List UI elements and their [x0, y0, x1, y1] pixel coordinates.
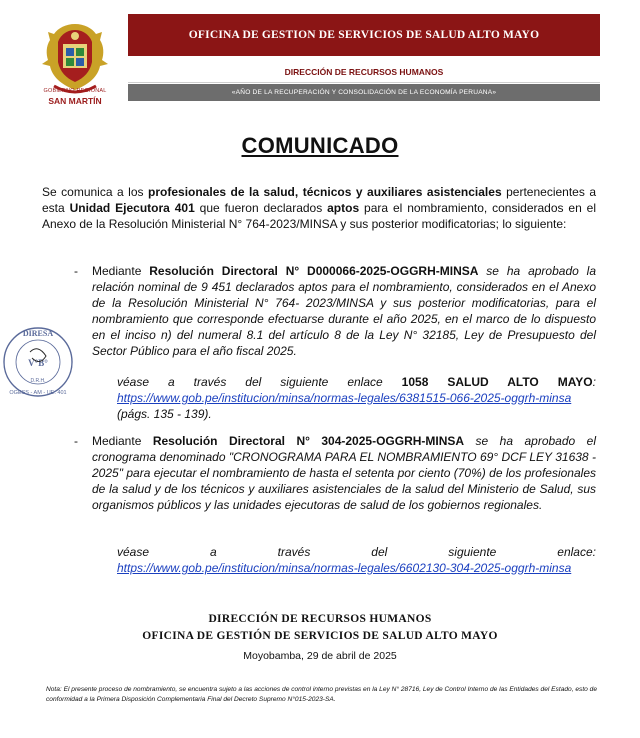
resolution-link[interactable]: https://www.gob.pe/institucion/minsa/normas-legales/6381515-066-2025-oggrh-minsa [117, 391, 572, 405]
resolution-number: Resolución Directoral N° 304-2025-OGGRH-MINSA [152, 434, 465, 448]
see-bold: 1058 SALUD ALTO MAYO [401, 375, 593, 389]
intro-text: Se comunica a los [42, 185, 149, 199]
reference-link-block [117, 544, 596, 576]
item-text: se ha aprobado el cronograma denominado "CRONOGRAMA PARA EL NOMBRAMIENTO 69° DCF LEY 31638 - 2025" para ejecutar el nombramiento de hasta el setenta por ciento (70%) de los profesionales de la salud y de los técnicos y auxiliares asistenciales de la salud del Ministerio de Salud, sus organismos públicos y las unidades ejecutoras de salud de los gobiernos regionales. [92, 434, 596, 512]
stamp-center-text: V°B° [28, 358, 48, 368]
reference-link-block [117, 374, 596, 422]
diresa-seal-stamp [0, 322, 76, 472]
item-lead: Mediante [92, 434, 153, 448]
intro-bold: Unidad Ejecutora 401 [69, 201, 195, 215]
stamp-bottom-text: OGESS - AM - UE. 401 [9, 390, 67, 396]
office-banner-text: OFICINA DE GESTION DE SERVICIOS DE SALUD ALTO MAYO [188, 29, 540, 41]
resolution-item [92, 263, 596, 359]
office-banner [128, 14, 600, 56]
signature-date: Moyobamba, 29 de abril de 2025 [243, 650, 397, 662]
intro-bold: profesionales de la salud, técnicos y auxiliares asistenciales [148, 185, 502, 199]
see-text: véase a través del siguiente enlace [117, 375, 402, 389]
logo-caption-region: SAN MARTÍN [48, 96, 102, 106]
resolution-link[interactable]: https://www.gob.pe/institucion/minsa/normas-legales/6602130-304-2025-oggrh-minsa [117, 561, 572, 575]
pages-note: (págs. 135 - 139). [117, 407, 212, 421]
intro-paragraph [42, 184, 596, 232]
legal-footnote: Nota: El presente proceso de nombramiento, se encuentra sujeto a las acciones de control interno previstas en la Ley N° 28716, Ley de Control Interno de las Entidades del Estado, esto de conformidad a la Primera Disposición Complementaria Final del Decreto Supremo N°015-2023-SA. [46, 686, 597, 703]
item-lead: Mediante [92, 264, 150, 278]
bullet-dash: - [74, 264, 78, 278]
stamp-small-text: D.R.H. [30, 378, 46, 384]
year-motto-bar: «AÑO DE LA RECUPERACIÓN Y CONSOLIDACIÓN DE LA ECONOMÍA PERUANA» [128, 84, 600, 101]
department-heading: DIRECCIÓN DE RECURSOS HUMANOS [128, 62, 600, 83]
intro-text: para el nombramiento, considerados en el Anexo de la Resolución Ministerial N° 764-2023/MINSA y sus posterior modificatorias; lo siguiente: [42, 201, 597, 231]
intro-text: pertenecientes a esta [42, 185, 597, 215]
resolution-item [92, 433, 596, 513]
resolution-number: Resolución Directoral N° D000066-2025-OGGRH-MINSA [149, 264, 479, 278]
item-text: se ha aprobado la relación nominal de 9 451 declarados aptos para el nombramiento, considerados en el Anexo de la Resolución Ministerial N° 764- 2023/MINSA y sus posterior modificatorias, para el nombramiento que corresponde efectuarse durante el año 2025, en el marco de lo dispuesto en el inciso n) del numeral 8.1 del artículo 8 de la Ley N° 32185, Ley de Presupuesto del Sector Público para el año fiscal 2025. [92, 264, 597, 358]
signature-department: DIRECCIÓN DE RECURSOS HUMANOS [208, 613, 432, 625]
signature-office: OFICINA DE GESTIÓN DE SERVICIOS DE SALUD ALTO MAYO [142, 630, 498, 642]
intro-bold: aptos [327, 201, 360, 215]
bullet-dash: - [74, 434, 78, 448]
stamp-top-text: DIRESA [22, 329, 54, 338]
intro-text: que fueron declarados [194, 201, 328, 215]
document-title: COMUNICADO [241, 133, 399, 158]
see-text: véase a través del siguiente enlace: [117, 545, 596, 559]
see-colon: : [592, 375, 596, 389]
logo-caption-gobierno: GOBIERNO REGIONAL [43, 88, 107, 94]
